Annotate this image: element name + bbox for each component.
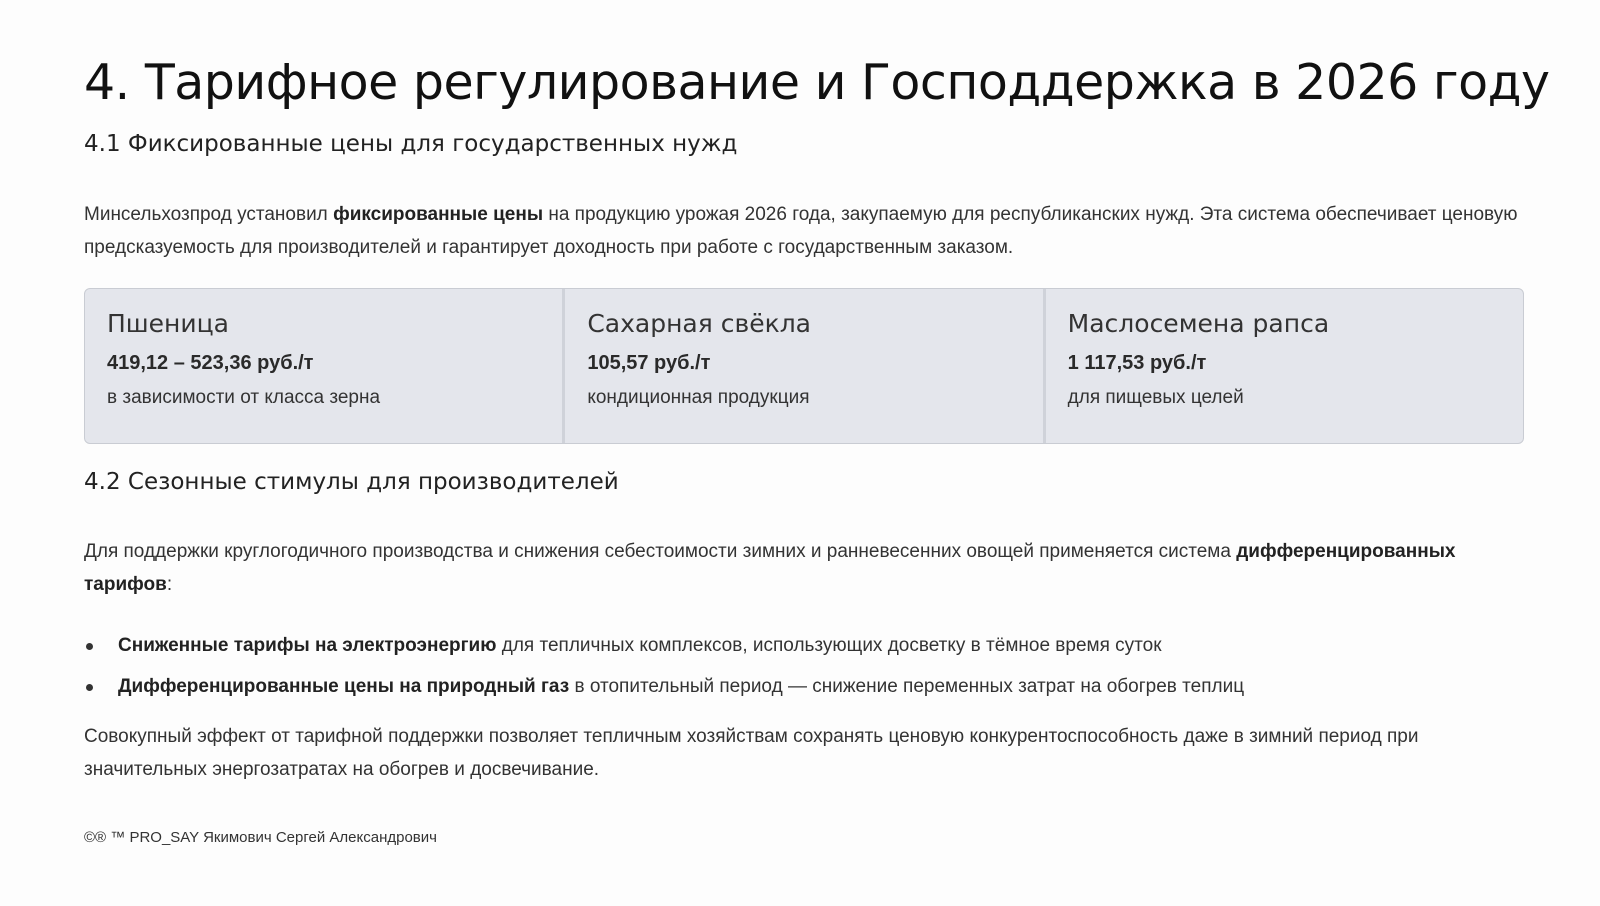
list-item-bold: Дифференцированные цены на природный газ bbox=[118, 676, 570, 697]
copyright-footer: ©® ™ PRO_SAY Якимович Сергей Александрович bbox=[84, 829, 437, 846]
list-item bbox=[84, 675, 1524, 699]
paragraph-text: : bbox=[166, 574, 173, 595]
card-note: для пищевых целей bbox=[1067, 387, 1244, 408]
card-note: в зависимости от класса зерна bbox=[107, 387, 381, 408]
fixed-prices-paragraph bbox=[84, 198, 1524, 264]
paragraph-text: Для поддержки круглогодичного производства и снижения себестоимости зимних и ранневесенних овощей применяется система bbox=[84, 541, 1237, 562]
list-item-text: для тепличных комплексов, использующих досветку в тёмное время суток bbox=[496, 635, 1162, 656]
tariff-bullet-list bbox=[84, 634, 1524, 716]
list-item bbox=[84, 634, 1524, 658]
card-price: 419,12 – 523,36 руб./т bbox=[107, 352, 314, 374]
paragraph-text: на продукцию урожая 2026 года, закупаемую для республиканских нужд. Эта система обеспечивает ценовую предсказуемость для производителей и гарантирует доходность при работе с государственным заказом. bbox=[84, 204, 1518, 258]
price-card-rapeseed bbox=[1046, 289, 1523, 443]
section-heading-seasonal-incentives: 4.2 Сезонные стимулы для производителей bbox=[84, 469, 619, 495]
card-title: Сахарная свёкла bbox=[587, 309, 811, 338]
card-title: Пшеница bbox=[107, 309, 229, 338]
paragraph-bold-text: фиксированные цены bbox=[333, 204, 544, 225]
card-price: 1 117,53 руб./т bbox=[1067, 352, 1207, 374]
paragraph-text: Минсельхозпрод установил bbox=[84, 204, 334, 225]
card-price: 105,57 руб./т bbox=[587, 352, 711, 374]
price-cards bbox=[84, 288, 1524, 444]
card-title: Маслосемена рапса bbox=[1067, 309, 1330, 338]
list-item-bold: Сниженные тарифы на электроэнергию bbox=[118, 635, 497, 656]
closing-paragraph: Совокупный эффект от тарифной поддержки позволяет тепличным хозяйствам сохранять ценовую конкурентоспособность даже в зимний период при значительных энергозатратах на обогрев и досвечивание. bbox=[84, 726, 1419, 780]
bullet-icon bbox=[86, 643, 93, 650]
price-card-sugar-beet bbox=[565, 289, 1045, 443]
page-title: 4. Тарифное регулирование и Господдержка в 2026 году bbox=[84, 54, 1550, 111]
card-note: кондиционная продукция bbox=[587, 387, 810, 408]
price-card-wheat bbox=[85, 289, 565, 443]
section-heading-fixed-prices: 4.1 Фиксированные цены для государственных нужд bbox=[84, 131, 738, 157]
list-item-text: в отопительный период — снижение переменных затрат на обогрев теплиц bbox=[569, 676, 1245, 697]
paragraph-bold-text: дифференцированных тарифов bbox=[84, 541, 1456, 595]
tariffs-paragraph bbox=[84, 535, 1524, 601]
bullet-icon bbox=[86, 684, 93, 691]
